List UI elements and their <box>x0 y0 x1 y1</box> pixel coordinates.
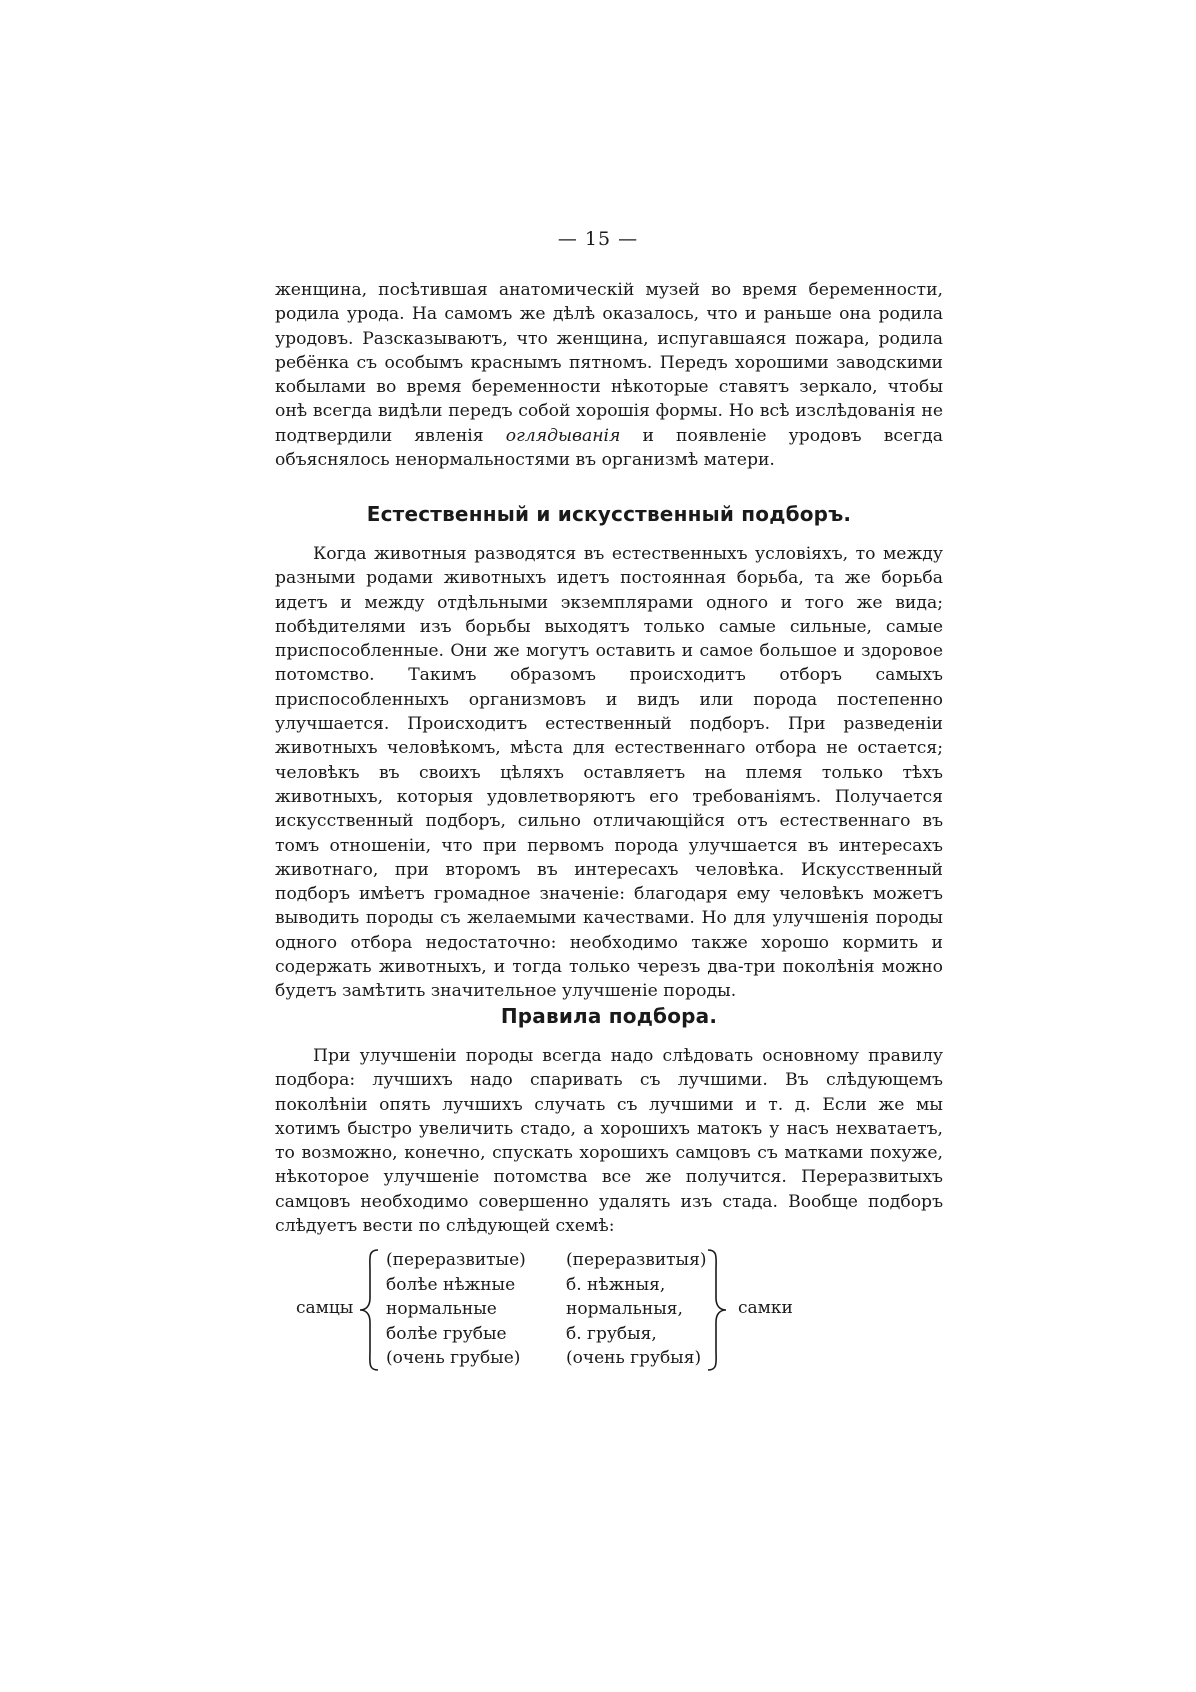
selection-scheme <box>290 1248 810 1378</box>
section-heading-natural-selection: Естественный и искусственный подборъ. <box>366 502 852 526</box>
scheme-row-female: нормальныя, <box>566 1299 683 1319</box>
scheme-row-female: б. нѣжныя, <box>566 1274 666 1295</box>
section-natural-selection <box>275 542 943 1004</box>
section-heading-selection-rules: Правила подбора. <box>500 1004 718 1028</box>
scheme-row-female: (переразвитыя) <box>566 1250 707 1270</box>
paragraph-text-part: женщина, посѣтившая анатомическій музей во время беременности, родила урода. На самомъ же дѣлѣ оказалось, что и раньше она родила уродовъ. Разсказываютъ, что женщина, испугавшаяся пожара, родила ребёнка съ особымъ краснымъ пятномъ. Передъ хорошими заводскими кобылами во время беременности нѣкоторые ставятъ зеркало, чтобы онѣ всегда видѣли передъ собой хорошія формы. Но всѣ изслѣдованія не подтвердили явленія <box>275 280 943 446</box>
scheme-column-males <box>386 1248 526 1371</box>
paragraph-text: При улучшеніи породы всегда надо слѣдовать основному правилу подбора: лучшихъ надо спаривать съ лучшими. Въ слѣдующемъ поколѣніи опять лучшихъ случать съ лучшими и т. д. Если же мы хотимъ быстро увеличить стадо, а хорошихъ матокъ у насъ нехватаетъ, то возможно, конечно, спускать хорошихъ самцовъ съ матками похуже, нѣкоторое улучшеніе потомства все же получится. Переразвитыхъ самцовъ необходимо совершенно удалять изъ стада. Вообще подборъ слѣдуетъ вести по слѣдующей схемѣ: <box>275 1046 943 1237</box>
section-selection-rules <box>275 1044 943 1238</box>
scheme-label-males: самцы <box>296 1298 354 1318</box>
scheme-row-female: б. грубыя, <box>566 1323 657 1344</box>
scheme-column-females <box>566 1248 706 1371</box>
left-brace <box>356 1248 382 1372</box>
paragraph-text-part: и появленіе уродовъ всегда объяснялось ненормальностями въ организмѣ матери. <box>275 425 943 471</box>
paragraph-text <box>275 278 943 472</box>
scheme-row-male: болѣе нѣжные <box>386 1274 516 1295</box>
paragraph-text: Когда животныя разводятся въ естественныхъ условіяхъ, то между разными родами животныхъ идетъ постоянная борьба, та же борьба идетъ и между отдѣльными экземплярами одного и того же вида; побѣдителями изъ борьбы выходятъ только самые сильные, самые приспособленные. Они же могутъ оставить и самое большое и здоровое потомство. Такимъ образомъ происходитъ отборъ самыхъ приспособленныхъ организмовъ и видъ или порода постепенно улучшается. Происходитъ естественный подборъ. При разведеніи животныхъ человѣкомъ, мѣста для естественнаго отбора не остается; человѣкъ въ своихъ цѣляхъ оставляетъ на племя только тѣхъ животныхъ, которыя удовлетворяютъ его требованіямъ. Получается искусственный подборъ, сильно отличающійся отъ естественнаго въ томъ отношеніи, что при первомъ порода улучшается въ интересахъ животнаго, при второмъ въ интересахъ человѣка. Искусственный подборъ имѣетъ громадное значеніе: благодаря ему человѣкъ можетъ выводить породы съ желаемыми качествами. Но для улучшенія породы одного отбора недостаточно: необходимо также хорошо кормить и содержать животныхъ, и тогда только черезъ два-три поколѣнія можно будетъ замѣтить значительное улучшеніе породы. <box>275 544 943 1002</box>
scheme-row-female: (очень грубыя) <box>566 1348 702 1368</box>
scheme-row-male: болѣе грубые <box>386 1323 507 1344</box>
scheme-label-females: самки <box>738 1298 793 1318</box>
scheme-row-male: (очень грубые) <box>386 1348 521 1368</box>
right-brace <box>704 1248 730 1372</box>
scheme-row-male: (переразвитые) <box>386 1250 526 1270</box>
section-heading-natural-selection-wrap <box>275 500 943 528</box>
page-number: — 15 — <box>557 228 639 250</box>
continued-paragraph <box>275 278 943 472</box>
section-heading-selection-rules-wrap <box>275 1002 943 1030</box>
scheme-row-male: нормальные <box>386 1299 497 1319</box>
emphasized-term: оглядыванія <box>505 425 621 446</box>
